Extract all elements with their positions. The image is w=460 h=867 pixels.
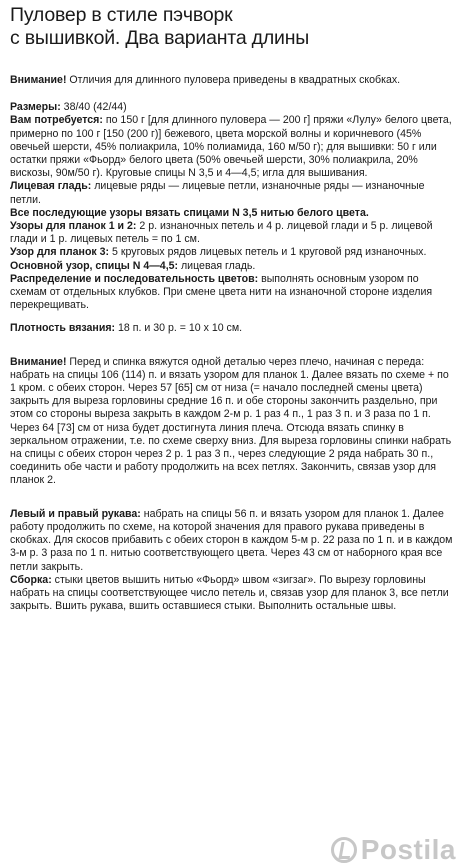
colors-label: Распределение и последовательность цветов: (10, 272, 259, 285)
density-text: 18 п. и 30 р. = 10 х 10 см. (115, 322, 243, 335)
materials-label: Вам потребуется: (10, 114, 103, 127)
attention-text: Отличия для длинного пуловера приведены в квадратных скобках. (66, 74, 401, 86)
stockinette-text: лицевые ряды — лицевые петли, изнаночные ряды — изнаночные петли. (10, 180, 425, 206)
attention-label: Внимание! (10, 74, 67, 86)
band-3-paragraph (10, 246, 454, 259)
assembly-label: Сборка: (10, 573, 52, 586)
materials-paragraph (10, 114, 454, 180)
page-title (10, 4, 454, 50)
assembly-paragraph (10, 574, 454, 614)
assembly-text: стыки цветов вышить нитью «Фьорд» швом «зигзаг». По вырезу горловины набрать на спицы соответствующее число петель и, связав узор для планок 3, все петли закрыть. Вшить рукава, вшить оставшиеся стыки. Выполнить остальные швы. (10, 573, 449, 613)
density-paragraph (10, 322, 454, 335)
sleeves-label: Левый и правый рукава: (10, 507, 141, 520)
bands-1-2-label: Узоры для планок 1 и 2: (10, 220, 137, 233)
title-line-2: с вышивкой. Два варианта длины (10, 27, 310, 49)
all-patterns-label: Все последующие узоры вязать спицами N 3,5 нитью белого цвета. (10, 206, 369, 219)
stockinette-paragraph (10, 180, 454, 206)
sizes-text: 38/40 (42/44) (60, 101, 127, 114)
main-pattern-paragraph (10, 260, 454, 273)
band-3-text: 5 круговых рядов лицевых петель и 1 круговой ряд изнаночных. (109, 246, 427, 259)
stockinette-label: Лицевая гладь: (10, 180, 92, 193)
watermark (331, 835, 456, 865)
bands-1-2-text: 2 р. изнаночных петель и 4 р. лицевой глади и 5 р. лицевой глади и 1 р. лицевых петель = по 1 см. (10, 220, 433, 246)
sleeves-text: набрать на спицы 56 п. и вязать узором для планок 1. Далее работу продолжить по схеме, на которой значения для правого рукава приведены в скобках. Для скосов прибавить с обеих сторон в каждом 5-м р. 22 раза по 1 п. и в каждом 3-м р. 3 раза по 1 п. нитью соответствующего цвета. Через 43 см от наборного края все петли закрыть. (10, 507, 453, 573)
sizes-paragraph (10, 101, 454, 114)
title-line-1: Пуловер в стиле пэчворк (10, 4, 233, 26)
front-back-paragraph (10, 356, 454, 488)
attention-note (10, 74, 454, 87)
colors-text: выполнять основным узором по схемам от отдельных клубков. При смене цвета нити на изнаночной стороне изделия перекрещивать. (10, 272, 433, 312)
bands-1-2-paragraph (10, 220, 454, 246)
watermark-logo-icon (331, 837, 357, 863)
document-page (10, 4, 454, 613)
main-pattern-label: Основной узор, спицы N 4—4,5: (10, 259, 179, 272)
colors-paragraph (10, 273, 454, 313)
main-pattern-text: лицевая гладь. (178, 259, 256, 272)
band-3-label: Узор для планок 3: (10, 246, 110, 259)
sleeves-paragraph (10, 508, 454, 574)
all-patterns-paragraph (10, 207, 454, 220)
density-label: Плотность вязания: (10, 322, 116, 335)
front-back-text: Перед и спинка вяжутся одной деталью через плечо, начиная с переда: набрать на спицы 106 (114) п. и вязать узором для планок 1. Далее вязать по схеме + по 1 кром. с обеих сторон. Через 57 [65] см от низа (= начало последней смены цвета) закрыть для выреза горловины средние 16 п. и обе стороны закончить раздельно, при этом со стороны выреза закрыть в каждом 2-м р. 1 раз 4 п., 1 раз 3 п. и 3 раза по 1 п. Через 64 [73] см от низа будет достигнута линия плеча. Отсюда вязать спинку в зеркальном отражении, т.е. по схеме сверху вниз. Для выреза горловины спинки набрать на спицы с обеих сторон через 2 р. 1 раз 3 п., через следующие 2 ряда набрать 30 п., соединить обе части и работу продолжить на всех петлях. Закончить, связав узор для планок 2. (10, 355, 452, 487)
front-back-label: Внимание! (10, 355, 67, 368)
watermark-text: Postila (360, 834, 456, 865)
materials-text: по 150 г [для длинного пуловера — 200 г] пряжи «Лулу» белого цвета, примерно по 100 г [150 (200 г)] бежевого, цвета морской волны и коричневого (45% овечьей шерсти, 45% полиакрила, 10% полиамида, 160 м/50 г); для вышивки: 50 г или остатки пряжи «Фьорд» белого цвета (50% овечьей шерсти, 30% полиакрила, 20% вискозы, 90м/50 г). Круговые спицы N 3,5 и 4—4,5; игла для вышивания. (10, 114, 452, 180)
sizes-label: Размеры: (10, 101, 61, 114)
